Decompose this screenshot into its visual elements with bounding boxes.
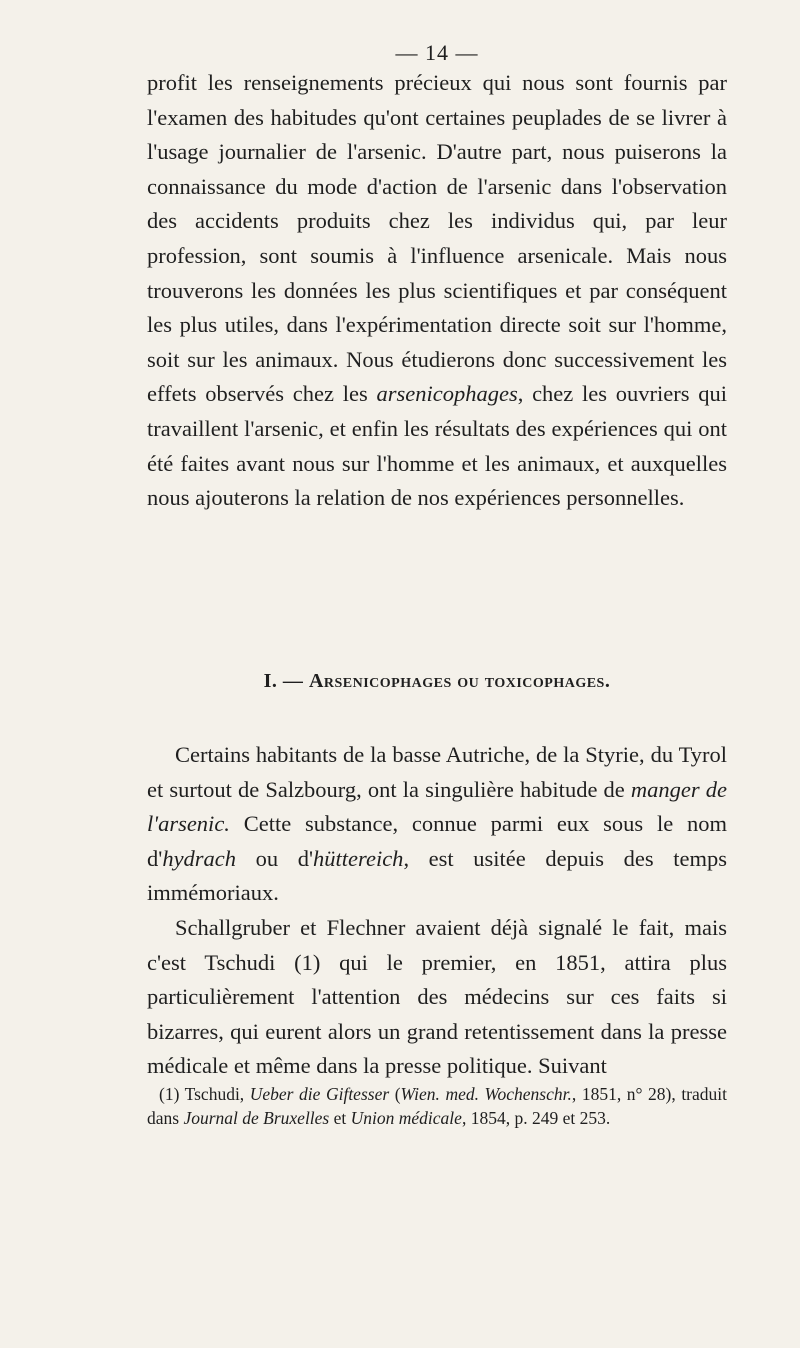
footnote-italic-4: Union médicale	[350, 1108, 462, 1128]
section-number: I. —	[263, 670, 304, 692]
paragraph-intro-italic-1: arsenicophages	[376, 381, 518, 407]
paragraph-intro	[147, 66, 727, 516]
paragraph-habitants-text-2: Cette substance, connue parmi eux sous le nom d'	[147, 811, 727, 871]
paragraph-intro-text-2: , chez les ouvriers qui travaillent l'arsenic, et enfin les résultats des expériences qui ont été faites avant nous sur l'homme et les animaux, et auxquelles nous ajouterons la relation de nos expériences personnelles.	[147, 381, 727, 511]
footnote-text-3: , 1851, n° 28), traduit dans	[147, 1084, 727, 1128]
paragraph-habitants	[147, 738, 727, 911]
paragraph-habitants-italic-2: hydrach	[162, 845, 237, 871]
paragraph-habitants-text-4: , est usitée depuis des temps immémoriaux.	[147, 845, 727, 906]
footnote-italic-3: Journal de Bruxelles	[183, 1108, 330, 1128]
footnote-text-5: , 1854, p. 249 et 253.	[461, 1108, 611, 1128]
section-heading	[147, 670, 727, 693]
paragraph-habitants-text-1: Certains habitants de la basse Autriche, de la Styrie, du Tyrol et surtout de Salzbourg, ont la singulière habitude de	[147, 742, 727, 802]
footnote-italic-1: Ueber die Giftesser	[249, 1084, 390, 1104]
footnote-text-4: et	[329, 1108, 351, 1128]
paragraph-habitants-italic-1: manger de l'arsenic.	[147, 776, 727, 837]
footnote	[147, 1082, 727, 1130]
paragraph-habitants-text-3: ou d'	[236, 845, 314, 871]
paragraph-intro-text-1: profit les renseignements précieux qui nous sont fournis par l'examen des habitudes qu'ont certaines peuplades de se livrer à l'usage journalier de l'arsenic. D'autre part, nous puiserons la connaissance du mode d'action de l'arsenic dans l'observation des accidents produits chez les individus qui, par leur profession, sont soumis à l'influence arsenicale. Mais nous trouverons les données les plus scientifiques et par conséquent les plus utiles, dans l'expérimentation directe soit sur l'homme, soit sur les animaux. Nous étudierons donc successivement les effets observés chez les	[147, 70, 727, 407]
footnote-italic-2: Wien. med. Wochenschr.	[400, 1084, 572, 1104]
page-number-header: — 14 —	[395, 40, 479, 65]
paragraph-tschudi: Schallgruber et Flechner avaient déjà signalé le fait, mais c'est Tschudi (1) qui le premier, en 1851, attira plus particulièrement l'attention des médecins sur ces faits si bizarres, qui eurent alors un grand retentissement dans la presse médicale et même dans la presse politique. Suivant	[147, 914, 727, 1079]
paragraph-habitants-italic-3: hüttereich	[313, 845, 404, 871]
footnote-text-2: (	[389, 1084, 401, 1104]
section-title: Arsenicophages ou toxicophages.	[308, 670, 611, 692]
footnote-text-1: (1) Tschudi,	[159, 1084, 250, 1104]
section-body	[147, 738, 727, 1084]
